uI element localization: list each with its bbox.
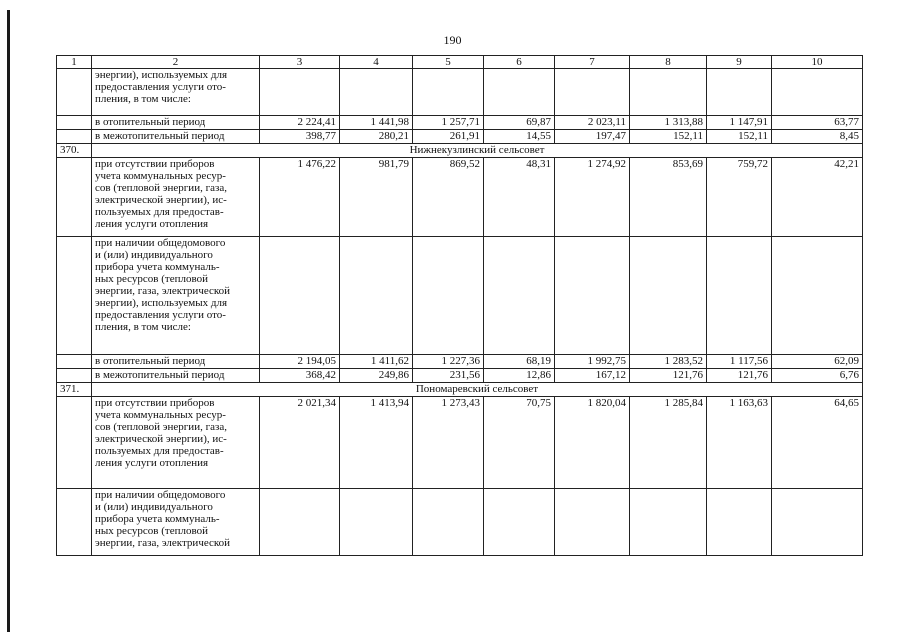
value-cell — [260, 237, 340, 355]
column-header: 1 — [57, 56, 92, 69]
section-number: 371. — [57, 383, 92, 397]
description-line: ных ресурсов (тепловой — [95, 273, 208, 285]
value-cell: 62,09 — [772, 355, 863, 369]
section-row — [57, 144, 863, 158]
value-cell: 2 224,41 — [260, 116, 340, 130]
row-number-cell — [57, 237, 92, 355]
value-cell: 759,72 — [707, 158, 772, 237]
value-cell: 63,77 — [772, 116, 863, 130]
row-description — [92, 237, 260, 355]
value-cell — [340, 237, 413, 355]
value-cell — [772, 237, 863, 355]
value-cell: 231,56 — [413, 369, 484, 383]
value-cell — [555, 69, 630, 116]
value-cell: 197,47 — [555, 130, 630, 144]
value-cell — [630, 489, 707, 556]
column-header: 6 — [484, 56, 555, 69]
value-cell: 1 285,84 — [630, 397, 707, 489]
table-body — [57, 56, 863, 556]
description-line: ления услуги отопления — [95, 457, 209, 469]
value-cell: 1 147,91 — [707, 116, 772, 130]
row-number-cell — [57, 489, 92, 556]
value-cell: 1 273,43 — [413, 397, 484, 489]
value-cell — [413, 69, 484, 116]
row-number-cell — [57, 369, 92, 383]
value-cell: 853,69 — [630, 158, 707, 237]
description-line: пления, в том числе: — [95, 93, 191, 105]
value-cell — [555, 489, 630, 556]
row-number-cell — [57, 116, 92, 130]
description-line: учета коммунальных ресур- — [95, 170, 226, 182]
value-cell: 1 227,36 — [413, 355, 484, 369]
value-cell — [630, 237, 707, 355]
page-left-border — [7, 10, 10, 632]
value-cell: 167,12 — [555, 369, 630, 383]
column-header-row — [57, 56, 863, 69]
value-cell — [630, 69, 707, 116]
row-number-cell — [57, 69, 92, 116]
description-line: пользуемых для предостав- — [95, 445, 224, 457]
description-line: энергии, газа, электрической — [95, 537, 231, 549]
value-cell: 152,11 — [630, 130, 707, 144]
column-header: 9 — [707, 56, 772, 69]
description-line: электрической энергии), ис- — [95, 194, 227, 206]
row-description: в межотопительный период — [92, 130, 260, 144]
section-title: Нижнекузлинский сельсовет — [92, 144, 863, 158]
description-line: прибора учета коммуналь- — [95, 261, 220, 273]
value-cell: 869,52 — [413, 158, 484, 237]
value-cell — [484, 489, 555, 556]
value-cell — [340, 69, 413, 116]
description-line: ных ресурсов (тепловой — [95, 525, 208, 537]
row-description — [92, 69, 260, 116]
column-header: 5 — [413, 56, 484, 69]
value-cell: 368,42 — [260, 369, 340, 383]
section-row — [57, 383, 863, 397]
tariff-table — [56, 55, 863, 556]
table-row — [57, 369, 863, 383]
value-cell: 1 413,94 — [340, 397, 413, 489]
value-cell: 152,11 — [707, 130, 772, 144]
value-cell — [340, 489, 413, 556]
table-row — [57, 69, 863, 116]
value-cell — [413, 489, 484, 556]
row-number-cell — [57, 158, 92, 237]
section-title: Пономаревский сельсовет — [92, 383, 863, 397]
value-cell — [772, 69, 863, 116]
row-description — [92, 158, 260, 237]
description-line: предоставления услуги ото- — [95, 81, 226, 93]
section-number: 370. — [57, 144, 92, 158]
value-cell: 6,76 — [772, 369, 863, 383]
row-description: в отопительный период — [92, 116, 260, 130]
value-cell — [772, 489, 863, 556]
value-cell — [413, 237, 484, 355]
column-header: 4 — [340, 56, 413, 69]
value-cell: 69,87 — [484, 116, 555, 130]
value-cell — [707, 237, 772, 355]
column-header: 8 — [630, 56, 707, 69]
column-header: 10 — [772, 56, 863, 69]
value-cell: 1 992,75 — [555, 355, 630, 369]
row-number-cell — [57, 397, 92, 489]
description-line: сов (тепловой энергии, газа, — [95, 182, 227, 194]
row-description — [92, 397, 260, 489]
value-cell: 42,21 — [772, 158, 863, 237]
column-header: 2 — [92, 56, 260, 69]
description-line: при отсутствии приборов — [95, 158, 215, 170]
row-description: в межотопительный период — [92, 369, 260, 383]
description-line: и (или) индивидуального — [95, 501, 213, 513]
row-number-cell — [57, 355, 92, 369]
table-row — [57, 116, 863, 130]
value-cell — [555, 237, 630, 355]
description-line: при наличии общедомового — [95, 489, 226, 501]
value-cell: 1 274,92 — [555, 158, 630, 237]
value-cell: 1 117,56 — [707, 355, 772, 369]
table-row — [57, 355, 863, 369]
description-line: пользуемых для предостав- — [95, 206, 224, 218]
value-cell: 8,45 — [772, 130, 863, 144]
value-cell: 981,79 — [340, 158, 413, 237]
table-row — [57, 489, 863, 556]
row-description: в отопительный период — [92, 355, 260, 369]
value-cell: 1 820,04 — [555, 397, 630, 489]
value-cell: 2 021,34 — [260, 397, 340, 489]
description-line: прибора учета коммуналь- — [95, 513, 220, 525]
value-cell: 1 283,52 — [630, 355, 707, 369]
description-line: энергии), используемых для — [95, 69, 228, 81]
page-number: 190 — [443, 33, 462, 47]
value-cell: 68,19 — [484, 355, 555, 369]
description-line: и (или) индивидуального — [95, 249, 213, 261]
value-cell: 12,86 — [484, 369, 555, 383]
table-row — [57, 237, 863, 355]
value-cell: 121,76 — [707, 369, 772, 383]
value-cell — [484, 237, 555, 355]
value-cell — [260, 69, 340, 116]
value-cell: 1 411,62 — [340, 355, 413, 369]
value-cell: 64,65 — [772, 397, 863, 489]
description-line: электрической энергии), ис- — [95, 433, 227, 445]
column-header: 3 — [260, 56, 340, 69]
description-line: учета коммунальных ресур- — [95, 409, 226, 421]
table-row — [57, 397, 863, 489]
value-cell — [484, 69, 555, 116]
row-number-cell — [57, 130, 92, 144]
table-row — [57, 130, 863, 144]
column-header: 7 — [555, 56, 630, 69]
description-line: при наличии общедомового — [95, 237, 226, 249]
value-cell: 249,86 — [340, 369, 413, 383]
value-cell: 1 441,98 — [340, 116, 413, 130]
table-row — [57, 158, 863, 237]
value-cell: 1 476,22 — [260, 158, 340, 237]
description-line: пления, в том числе: — [95, 321, 191, 333]
value-cell: 1 313,88 — [630, 116, 707, 130]
description-line: энергии, газа, электрической — [95, 285, 231, 297]
description-line: при отсутствии приборов — [95, 397, 215, 409]
value-cell: 1 163,63 — [707, 397, 772, 489]
value-cell: 70,75 — [484, 397, 555, 489]
value-cell: 280,21 — [340, 130, 413, 144]
description-line: ления услуги отопления — [95, 218, 209, 230]
description-line: предоставления услуги ото- — [95, 309, 226, 321]
value-cell: 1 257,71 — [413, 116, 484, 130]
description-line: энергии), используемых для — [95, 297, 228, 309]
value-cell: 261,91 — [413, 130, 484, 144]
value-cell — [707, 489, 772, 556]
value-cell: 2 194,05 — [260, 355, 340, 369]
row-description — [92, 489, 260, 556]
value-cell: 14,55 — [484, 130, 555, 144]
value-cell: 2 023,11 — [555, 116, 630, 130]
value-cell — [707, 69, 772, 116]
value-cell: 398,77 — [260, 130, 340, 144]
value-cell: 48,31 — [484, 158, 555, 237]
value-cell — [260, 489, 340, 556]
value-cell: 121,76 — [630, 369, 707, 383]
description-line: сов (тепловой энергии, газа, — [95, 421, 227, 433]
